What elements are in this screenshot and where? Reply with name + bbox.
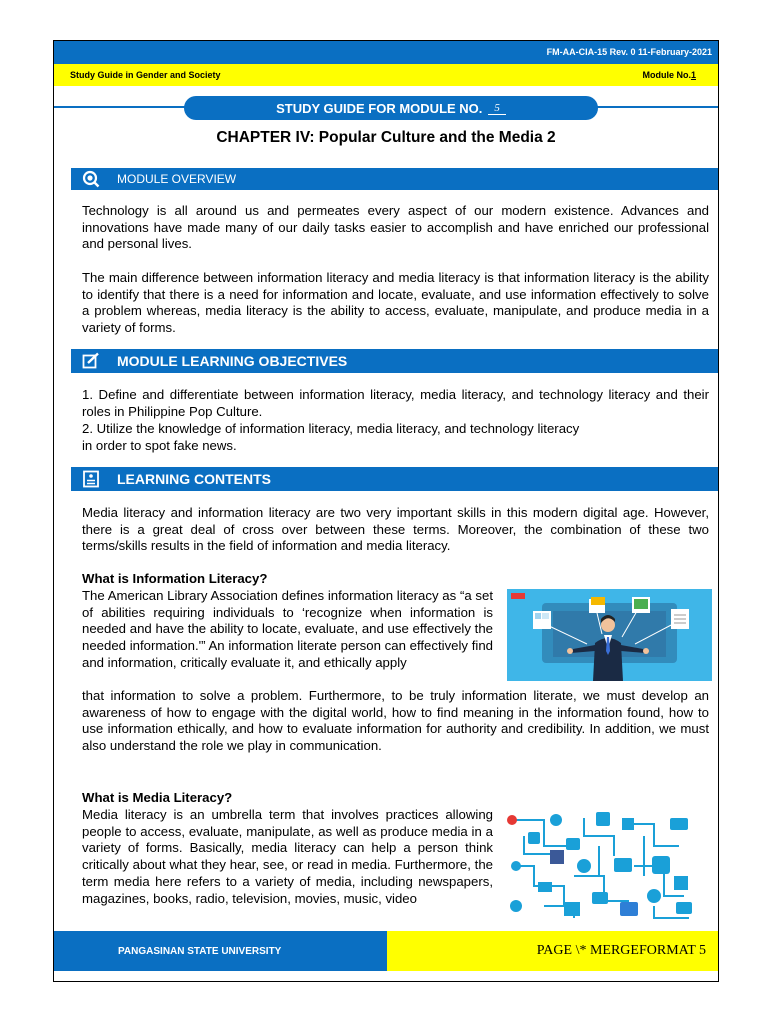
module-number: Module No.1	[642, 70, 696, 80]
page-field: PAGE \* MERGEFORMAT 5	[536, 943, 706, 958]
objective-2: 2. Utilize the knowledge of information literacy, media literacy, and technology literacy in order to spot fake news.	[82, 421, 580, 453]
module-number-value: 5	[488, 102, 506, 115]
overview-paragraph-2: The main difference between information literacy and media literacy is that information literacy is the ability to identify that there is a need for information and locate, evaluate, and use information effectively to solve a problem whereas, media literacy is the ability to access, evaluate, manipulate, and produce media in a variety of forms.	[82, 270, 709, 336]
media-literacy-heading: What is Media Literacy?	[82, 790, 233, 805]
section-header-objectives: MODULE LEARNING OBJECTIVES	[71, 349, 718, 373]
section-header-overview: MODULE OVERVIEW	[71, 168, 718, 190]
objective-1: 1. Define and differentiate between information literacy, media literacy, and technology literacy and their roles in Philippine Pop Culture.	[82, 387, 709, 419]
media-literacy-illustration	[504, 806, 696, 924]
document-page	[53, 40, 719, 982]
information-literacy-illustration	[507, 589, 712, 681]
document-id: FM-AA-CIA-15 Rev. 0 11-February-2021	[546, 47, 712, 57]
header-bar	[54, 41, 718, 64]
course-title: Study Guide in Gender and Society	[70, 70, 221, 80]
footer	[54, 931, 718, 971]
header-subbar	[54, 64, 718, 86]
study-guide-title: STUDY GUIDE FOR MODULE NO. 5	[184, 96, 598, 120]
chapter-title: CHAPTER IV: Popular Culture and the Media 2	[216, 129, 556, 146]
info-literacy-paragraph-cont: that information to solve a problem. Furthermore, to be truly information literate, we must develop an awareness of how to engage with the digital world, how to find meaning in the information found, how to use information ethically, and how to evaluate information for authority and credibility. In addition, we must also understand the role we play in communication.	[82, 688, 709, 754]
document-icon	[81, 470, 101, 488]
contents-intro: Media literacy and information literacy are two very important skills in this modern digital age. However, there is a great deal of cross over between these terms. Moreover, the combination of these two terms/skills results in the field of information and media literacy.	[82, 505, 709, 554]
overview-paragraph-1: Technology is all around us and permeates every aspect of our modern existence. Advances and innovations have made many of our daily tasks easier to accomplish and have enriched our professional and personal lives.	[82, 203, 709, 252]
info-literacy-paragraph: The American Library Association defines information literacy as “a set of abilities requiring individuals to ‘recognize when information is needed and have the ability to locate, evaluate, and use effectively the needed information.'” An information literate person can effectively find and information, critically evaluate it, and ethically apply	[82, 588, 493, 670]
media-literacy-paragraph: Media literacy is an umbrella term that involves practices allowing people to access, evaluate, manipulate, as well as produce media in a variety of forms. Basically, media literacy can help a person think critically about what they hear, see, or read in media. Furthermore, the term media here refers to a variety of media, including newspapers, magazines, books, radio, television, movies, music, video	[82, 807, 493, 906]
info-literacy-heading: What is Information Literacy?	[82, 571, 268, 586]
edit-icon	[81, 352, 101, 370]
university-name: PANGASINAN STATE UNIVERSITY	[118, 946, 282, 957]
search-icon	[81, 170, 101, 188]
section-header-contents: LEARNING CONTENTS	[71, 467, 718, 491]
